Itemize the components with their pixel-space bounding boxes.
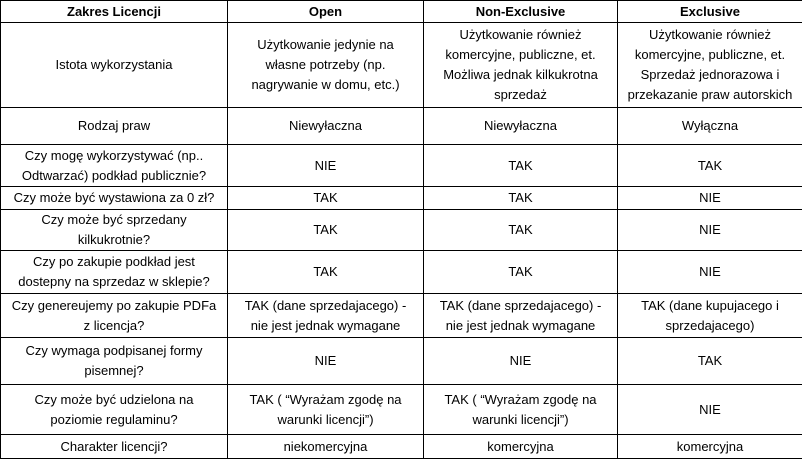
table-row	[1, 187, 802, 210]
row-label: Czy mogę wykorzystywać (np.. Odtwarzać) podkład publicznie?	[1, 145, 228, 187]
header-cell-open: Open	[228, 1, 424, 23]
row-label: Czy wymaga podpisanej formy pisemnej?	[1, 338, 228, 385]
open-value: TAK ( “Wyrażam zgodę na warunki licencji”)	[228, 385, 424, 435]
non-exclusive-value: komercyjna	[424, 435, 618, 459]
open-value: NIE	[228, 338, 424, 385]
open-value: Niewyłaczna	[228, 108, 424, 145]
table-row	[1, 338, 802, 385]
non-exclusive-value: TAK	[424, 187, 618, 210]
open-value: TAK (dane sprzedajacego) - nie jest jednak wymagane	[228, 294, 424, 338]
header-cell-scope: Zakres Licencji	[1, 1, 228, 23]
header-row	[1, 1, 802, 23]
exclusive-value: Wyłączna	[618, 108, 802, 145]
non-exclusive-value: TAK ( “Wyrażam zgodę na warunki licencji”)	[424, 385, 618, 435]
exclusive-value: NIE	[618, 210, 802, 251]
exclusive-value: NIE	[618, 251, 802, 294]
header-cell-non-exclusive: Non-Exclusive	[424, 1, 618, 23]
header-cell-exclusive: Exclusive	[618, 1, 802, 23]
non-exclusive-value: TAK	[424, 210, 618, 251]
row-label: Czy po zakupie podkład jest dostepny na sprzedaz w sklepie?	[1, 251, 228, 294]
open-value: TAK	[228, 251, 424, 294]
open-value: TAK	[228, 187, 424, 210]
exclusive-value: NIE	[618, 385, 802, 435]
open-value: TAK	[228, 210, 424, 251]
row-label: Czy genereujemy po zakupie PDFa z licencja?	[1, 294, 228, 338]
row-label: Czy może być udzielona na poziomie regulaminu?	[1, 385, 228, 435]
table-row	[1, 294, 802, 338]
exclusive-value: TAK	[618, 338, 802, 385]
row-label: Charakter licencji?	[1, 435, 228, 459]
non-exclusive-value: Niewyłaczna	[424, 108, 618, 145]
non-exclusive-value: TAK	[424, 251, 618, 294]
exclusive-value: TAK (dane kupujacego i sprzedajacego)	[618, 294, 802, 338]
non-exclusive-value: TAK	[424, 145, 618, 187]
exclusive-value: NIE	[618, 187, 802, 210]
non-exclusive-value: Użytkowanie również komercyjne, publiczne, et. Możliwa jednak kilkukrotna sprzedaż	[424, 23, 618, 108]
exclusive-value: komercyjna	[618, 435, 802, 459]
row-label: Rodzaj praw	[1, 108, 228, 145]
open-value: Użytkowanie jedynie na własne potrzeby (np. nagrywanie w domu, etc.)	[228, 23, 424, 108]
non-exclusive-value: TAK (dane sprzedajacego) - nie jest jednak wymagane	[424, 294, 618, 338]
row-label: Czy może być sprzedany kilkukrotnie?	[1, 210, 228, 251]
table-row	[1, 145, 802, 187]
row-label: Czy może być wystawiona za 0 zł?	[1, 187, 228, 210]
non-exclusive-value: NIE	[424, 338, 618, 385]
table-row	[1, 385, 802, 435]
exclusive-value: Użytkowanie również komercyjne, publiczne, et. Sprzedaż jednorazowa i przekazanie praw autorskich	[618, 23, 802, 108]
table-row	[1, 435, 802, 459]
table-row	[1, 23, 802, 108]
table-row	[1, 251, 802, 294]
exclusive-value: TAK	[618, 145, 802, 187]
table-row	[1, 108, 802, 145]
open-value: NIE	[228, 145, 424, 187]
row-label: Istota wykorzystania	[1, 23, 228, 108]
open-value: niekomercyjna	[228, 435, 424, 459]
table-row	[1, 210, 802, 251]
